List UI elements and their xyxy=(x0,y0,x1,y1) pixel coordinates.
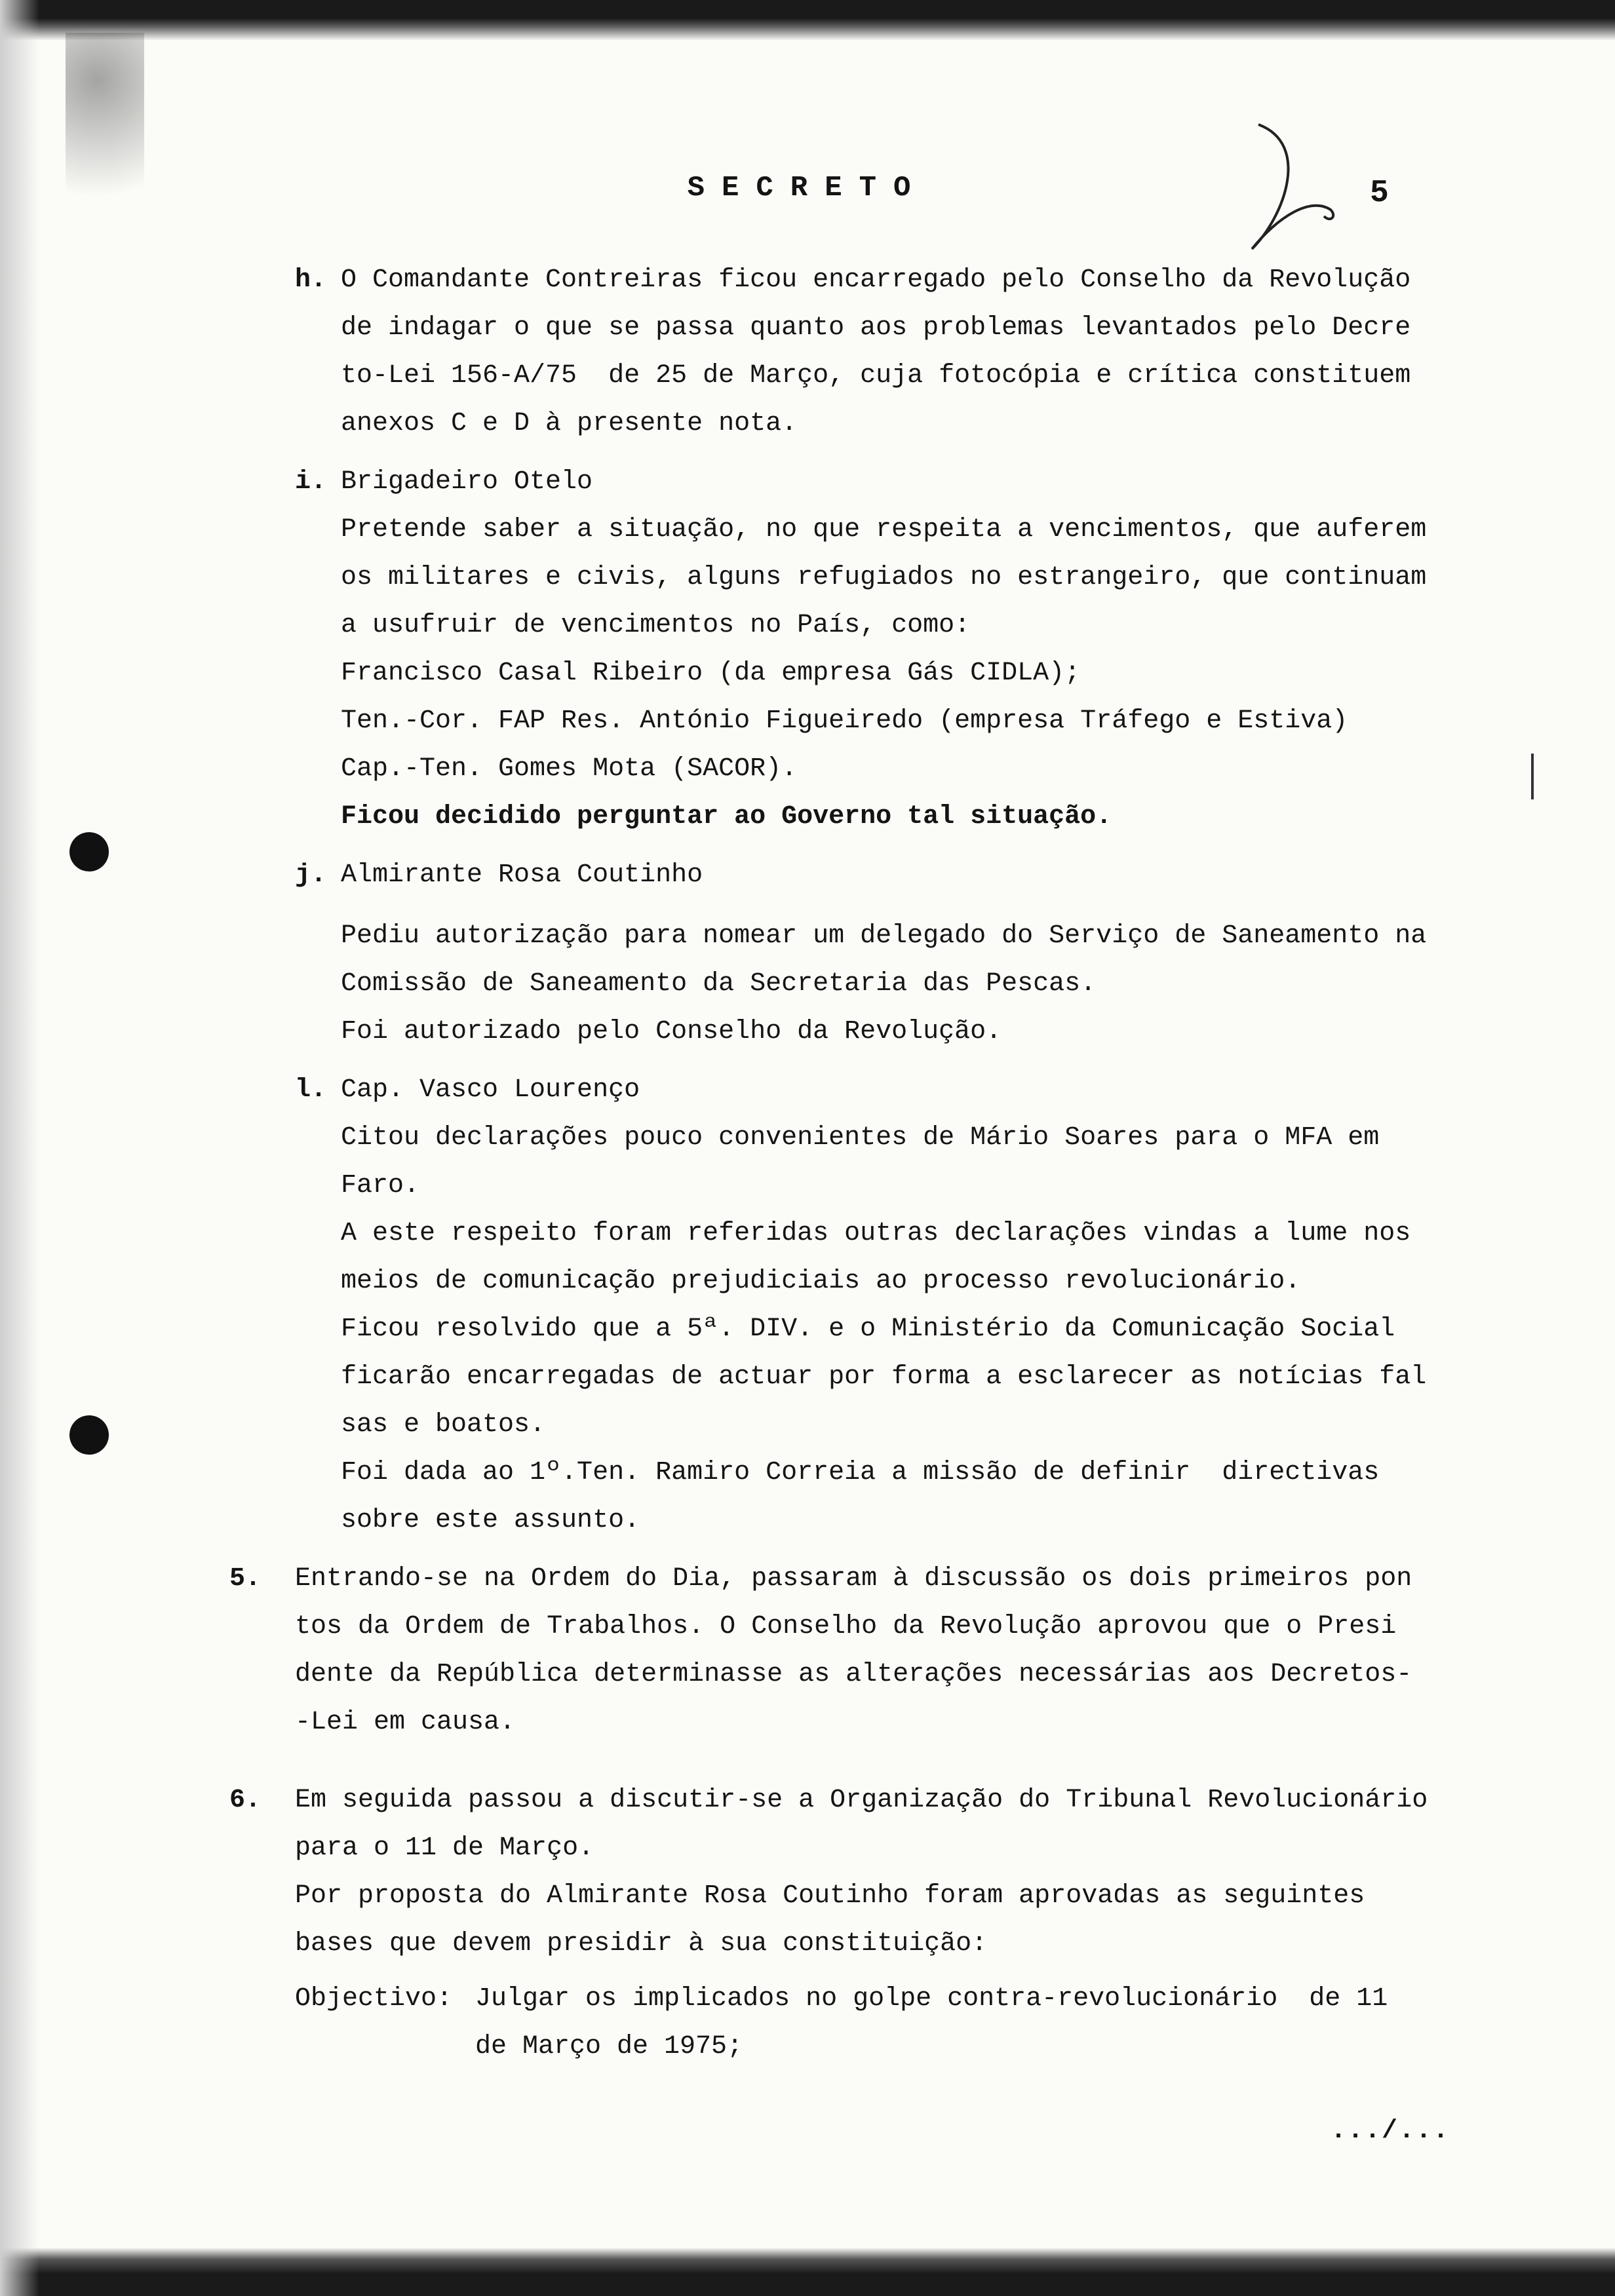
item-i-line: Cap.-Ten. Gomes Mota (SACOR). xyxy=(341,754,798,784)
section-5-line: Entrando-se na Ordem do Dia, passaram à discussão os dois primeiros pon xyxy=(295,1564,1412,1594)
item-l-line: sas e boatos. xyxy=(341,1410,546,1440)
scan-edge-left xyxy=(0,0,39,2296)
item-j-line: Foi autorizado pelo Conselho da Revolução. xyxy=(341,1017,1002,1046)
objective-line: de Março de 1975; xyxy=(475,2032,743,2061)
classification-header: SECRETO xyxy=(687,172,928,204)
item-j-heading: Almirante Rosa Coutinho xyxy=(341,860,703,890)
item-l-line: A este respeito foram referidas outras declarações vindas a lume nos xyxy=(341,1219,1411,1248)
page-number: 5 xyxy=(1370,176,1389,211)
item-h-line: anexos C e D à presente nota. xyxy=(341,409,798,438)
handwritten-mark xyxy=(1232,118,1376,262)
section-6-line: Por proposta do Almirante Rosa Coutinho foram aprovadas as seguintes xyxy=(295,1881,1365,1911)
section-6-label: 6. xyxy=(229,1786,262,1815)
item-h-line: de indagar o que se passa quanto aos problemas levantados pelo Decre xyxy=(341,313,1411,343)
item-i-label: i. xyxy=(295,467,327,497)
item-l-label: l. xyxy=(295,1075,327,1105)
item-j-line: Comissão de Saneamento da Secretaria das Pescas. xyxy=(341,969,1097,999)
item-i-line: a usufruir de vencimentos no País, como: xyxy=(341,611,971,640)
item-h-line: to-Lei 156-A/75 de 25 de Março, cuja fotocópia e crítica constituem xyxy=(341,361,1411,391)
item-i-line: Francisco Casal Ribeiro (da empresa Gás CIDLA); xyxy=(341,659,1081,688)
item-l-line: Foi dada ao 1º.Ten. Ramiro Correia a missão de definir directivas xyxy=(341,1458,1380,1487)
item-i-line: Ten.-Cor. FAP Res. António Figueiredo (empresa Tráfego e Estiva) xyxy=(341,706,1348,736)
item-i-line: Ficou decidido perguntar ao Governo tal situação. xyxy=(341,802,1112,832)
section-5-line: -Lei em causa. xyxy=(295,1708,516,1737)
item-l-line: Faro. xyxy=(341,1171,420,1200)
item-h-label: h. xyxy=(295,265,327,295)
item-i-heading: Brigadeiro Otelo xyxy=(341,467,593,497)
section-5-line: tos da Ordem de Trabalhos. O Conselho da Revolução aprovou que o Presi xyxy=(295,1612,1397,1641)
item-l-heading: Cap. Vasco Lourenço xyxy=(341,1075,640,1105)
item-l-line: Ficou resolvido que a 5ª. DIV. e o Ministério da Comunicação Social xyxy=(341,1314,1395,1344)
section-5-line: dente da República determinasse as alterações necessárias aos Decretos- xyxy=(295,1660,1412,1689)
objective-label: Objectivo: xyxy=(295,1984,453,2014)
item-l-line: meios de comunicação prejudiciais ao processo revolucionário. xyxy=(341,1267,1301,1296)
section-6-line: Em seguida passou a discutir-se a Organização do Tribunal Revolucionário xyxy=(295,1786,1428,1815)
item-l-line: sobre este assunto. xyxy=(341,1506,640,1535)
section-5-label: 5. xyxy=(229,1564,262,1594)
scan-edge-top xyxy=(0,0,1615,41)
punch-hole-top xyxy=(69,832,109,871)
punch-hole-bottom xyxy=(69,1415,109,1455)
item-j-label: j. xyxy=(295,860,327,890)
item-h-line: O Comandante Contreiras ficou encarregado pelo Conselho da Revolução xyxy=(341,265,1411,295)
continuation-mark: .../... xyxy=(1331,2116,1450,2146)
section-6-line: bases que devem presidir à sua constituição: xyxy=(295,1929,988,1959)
item-l-line: Citou declarações pouco convenientes de Mário Soares para o MFA em xyxy=(341,1123,1380,1153)
margin-mark xyxy=(1531,754,1534,799)
item-i-line: Pretende saber a situação, no que respeita a vencimentos, que auferem xyxy=(341,515,1427,545)
item-j-line: Pediu autorização para nomear um delegado do Serviço de Saneamento na xyxy=(341,921,1427,951)
scan-edge-bottom xyxy=(0,2248,1615,2296)
scan-speckle xyxy=(66,33,144,269)
section-6-line: para o 11 de Março. xyxy=(295,1833,594,1863)
objective-line: Julgar os implicados no golpe contra-revolucionário de 11 xyxy=(475,1984,1388,2014)
item-l-line: ficarão encarregadas de actuar por forma a esclarecer as notícias fal xyxy=(341,1362,1427,1392)
item-i-line: os militares e civis, alguns refugiados no estrangeiro, que continuam xyxy=(341,563,1427,592)
